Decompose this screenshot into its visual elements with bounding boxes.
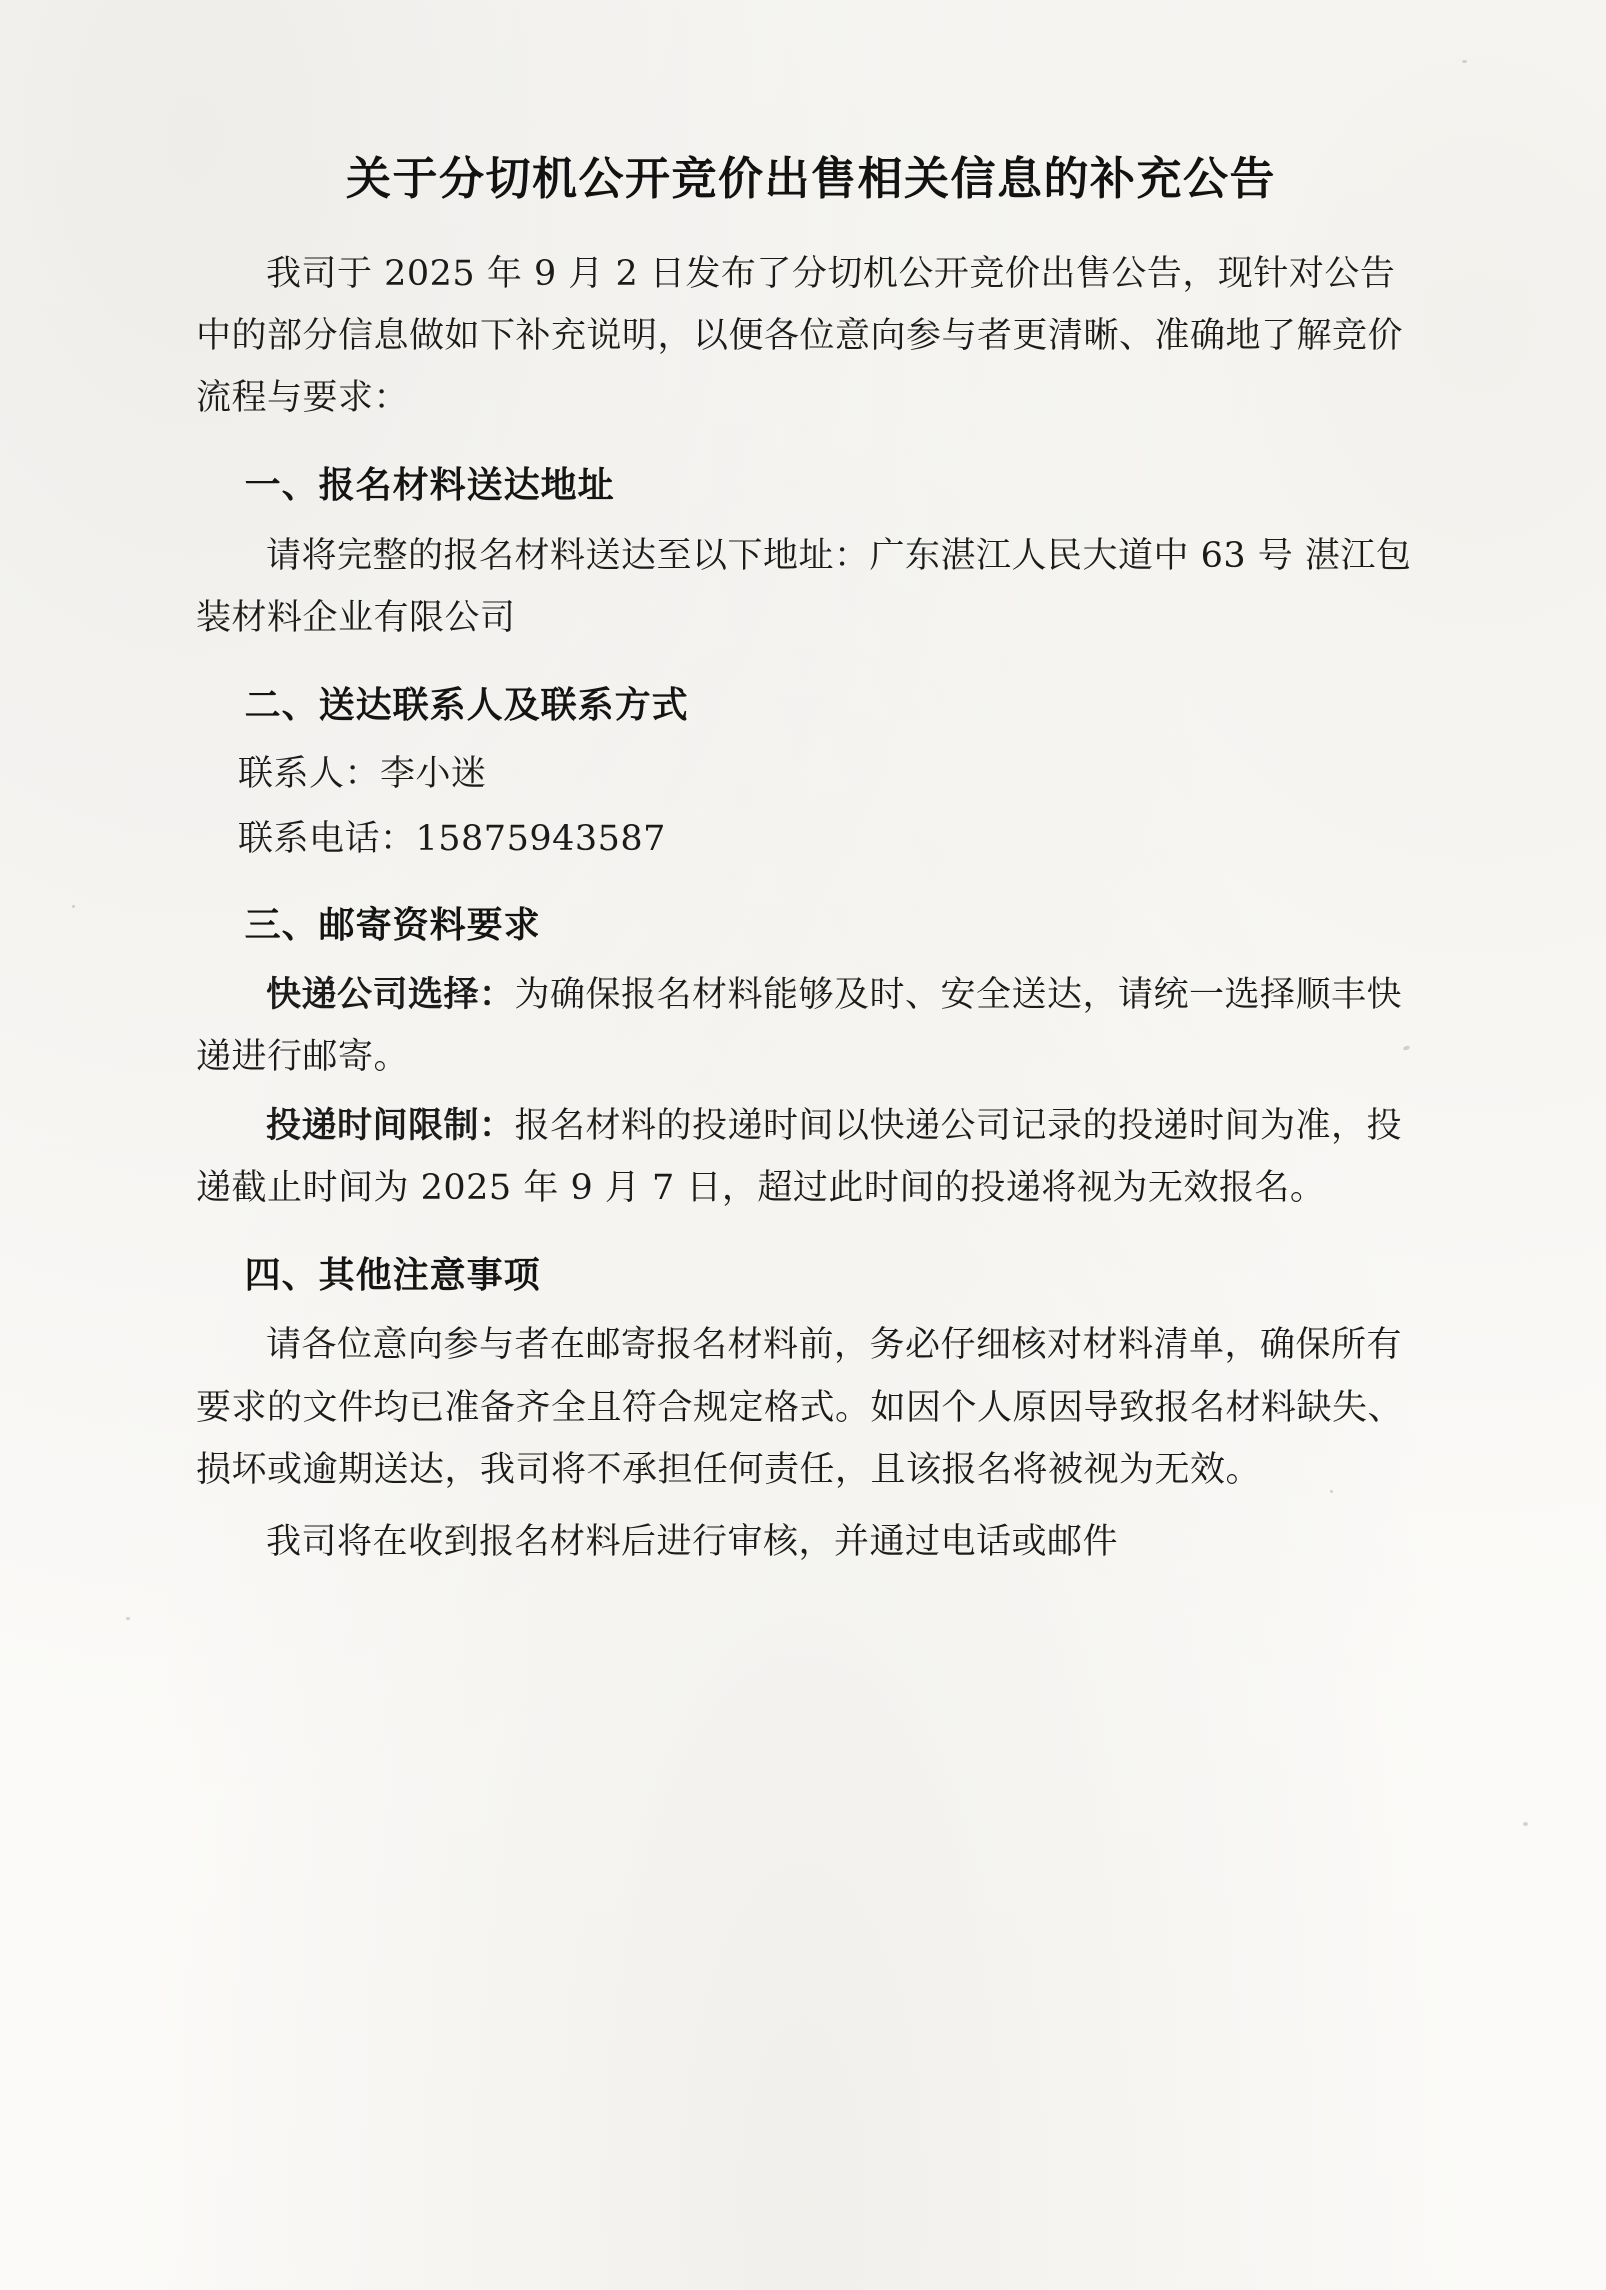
section-heading-delivery-address: 一、报名材料送达地址 (244, 465, 615, 507)
section-heading-mailing-requirements: 三、邮寄资料要求 (244, 904, 541, 946)
other-notes-paragraph-2: 我司将在收到报名材料后进行审核，并通过电话或邮件 (266, 1522, 1119, 1563)
courier-choice-text: 为确保报名材料能够及时、安全送达，请统一选择顺丰快递进行邮寄。 (196, 974, 1403, 1078)
section-heading-contact: 二、送达联系人及联系方式 (244, 685, 689, 727)
delivery-deadline-text: 报名材料的投递时间以快递公司记录的投递时间为准，投递截止时间为 2025 年 9 月 7 日，超过此时间的投递将视为无效报名。 (196, 1105, 1403, 1208)
scan-speck (1462, 60, 1467, 63)
contact-person-line: 联系人：李小迷 (238, 754, 487, 795)
courier-choice-paragraph (196, 964, 1426, 1089)
scan-speck (72, 905, 75, 908)
delivery-address-paragraph: 请将完整的报名材料送达至以下地址：广东湛江人民大道中 63 号 湛江包装材料企业有限公司 (196, 535, 1412, 638)
document-body (196, 150, 1426, 1583)
document-title: 关于分切机公开竞价出售相关信息的补充公告 (345, 152, 1276, 205)
section-heading-other-notes: 四、其他注意事项 (244, 1255, 541, 1297)
other-notes-paragraph-1: 请各位意向参与者在邮寄报名材料前，务必仔细核对材料清单，确保所有要求的文件均已准备齐全且符合规定格式。如因个人原因导致报名材料缺失、损坏或逾期送达，我司将不承担任何责任，且该报名将被视为无效。 (196, 1325, 1404, 1490)
scan-speck (126, 1617, 130, 1620)
contact-phone-line: 联系电话：15875943587 (238, 818, 666, 859)
delivery-deadline-paragraph (196, 1095, 1426, 1220)
scan-speck (1523, 1822, 1528, 1826)
courier-choice-label: 快递公司选择： (266, 974, 515, 1015)
delivery-deadline-label: 投递时间限制： (266, 1105, 515, 1146)
intro-paragraph: 我司于 2025 年 9 月 2 日发布了分切机公开竞价出售公告，现针对公告中的部分信息做如下补充说明，以便各位意向参与者更清晰、准确地了解竞价流程与要求： (196, 253, 1404, 419)
